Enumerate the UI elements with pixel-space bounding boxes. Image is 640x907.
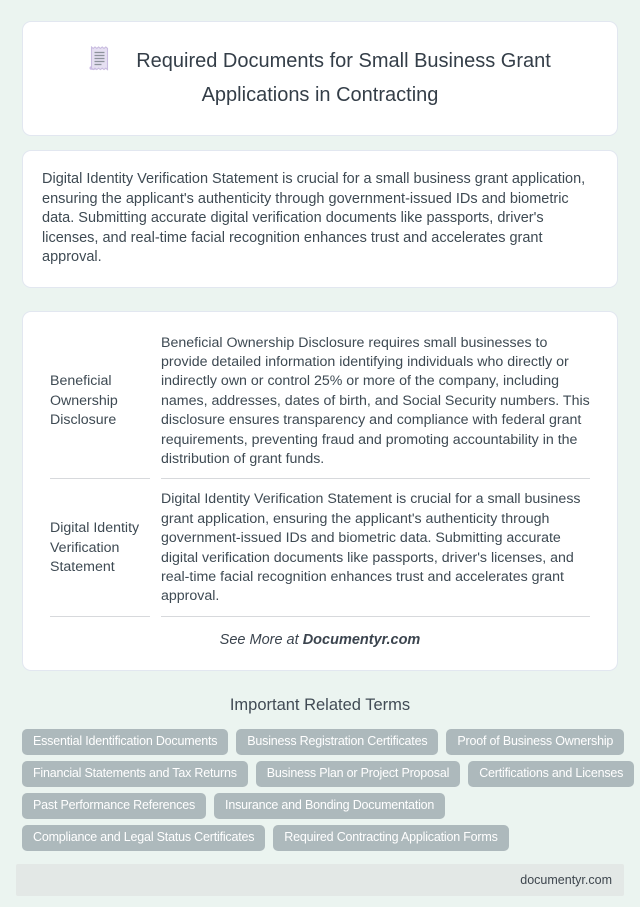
- tag-row: [22, 729, 618, 755]
- intro-paragraph: Digital Identity Verification Statement is crucial for a small business grant application, ensuring the applicant's authenticity through government-issued IDs and biometric data. Submitting accurate digital verification documents like passports, driver's licenses, and real-time facial recognition enhances trust and accelerates grant approval.: [42, 171, 586, 265]
- related-term-tag[interactable]: Essential Identification Documents: [22, 729, 228, 755]
- intro-card: [22, 150, 618, 288]
- terms-definition-card: [22, 311, 618, 671]
- see-more-prefix: See More at: [219, 631, 299, 648]
- see-more-site-link[interactable]: Documentyr.com: [302, 631, 421, 648]
- related-term-tag[interactable]: Past Performance References: [22, 793, 206, 819]
- related-term-tag[interactable]: Financial Statements and Tax Returns: [22, 761, 248, 787]
- page-title: [58, 46, 582, 110]
- related-terms-list: [22, 729, 624, 851]
- tag-row: [22, 793, 618, 819]
- related-term-tag[interactable]: Business Plan or Project Proposal: [256, 761, 460, 787]
- term-definition: Digital Identity Verification Statement is crucial for a small business grant application, ensuring the applicant's authenticity through government-issued IDs and biometric data. Submitting accurate digital verification documents like passports, driver's licenses, and real-time facial recognition enhances trust and accelerates grant approval.: [161, 479, 590, 616]
- related-term-tag[interactable]: Certifications and Licenses: [468, 761, 634, 787]
- related-term-tag[interactable]: Insurance and Bonding Documentation: [214, 793, 445, 819]
- related-terms-heading: Important Related Terms: [229, 695, 411, 714]
- table-row: [50, 323, 590, 480]
- see-more-line: [39, 632, 601, 648]
- receipt-icon: [89, 46, 110, 81]
- tag-row: [22, 761, 624, 787]
- term-name: Beneficial Ownership Disclosure: [50, 323, 150, 480]
- related-term-tag[interactable]: Proof of Business Ownership: [446, 729, 624, 755]
- term-definition: Beneficial Ownership Disclosure requires small businesses to provide detailed information identifying individuals who directly or indirectly own or control 25% or more of the company, including names, addresses, dates of birth, and Social Security numbers. This disclosure ensures transparency and compliance with federal grant requirements, preventing fraud and promoting accountability in the distribution of grant funds.: [161, 323, 590, 480]
- title-card: [22, 21, 618, 136]
- terms-table: [39, 323, 601, 617]
- related-term-tag[interactable]: Business Registration Certificates: [236, 729, 438, 755]
- table-row: [50, 479, 590, 616]
- page-title-text: Required Documents for Small Business Grant Applications in Contracting: [136, 50, 551, 106]
- footer-site-label: documentyr.com: [520, 872, 612, 887]
- related-term-tag[interactable]: Required Contracting Application Forms: [273, 825, 508, 851]
- related-term-tag[interactable]: Compliance and Legal Status Certificates: [22, 825, 265, 851]
- term-name: Digital Identity Verification Statement: [50, 479, 150, 616]
- tag-row: [22, 825, 618, 851]
- footer-bar: [16, 864, 624, 896]
